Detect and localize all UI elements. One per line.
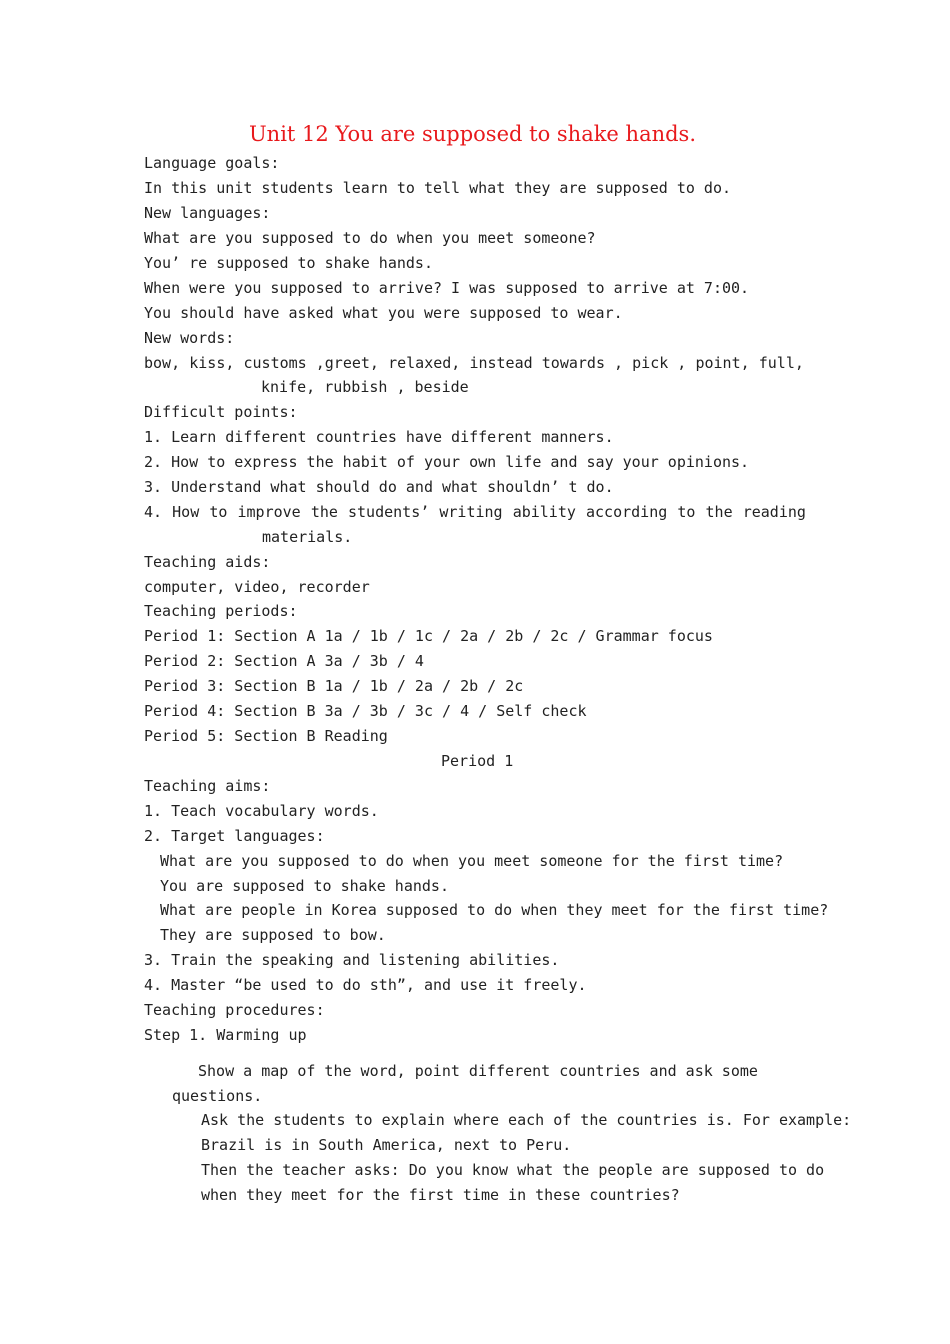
new-word: relaxed, [388, 354, 461, 372]
target-language-line: What are you supposed to do when you meet someone for the first time? [160, 852, 784, 870]
word: reading [742, 503, 806, 521]
language-goals-text: In this unit students learn to tell what they are supposed to do. [144, 179, 731, 197]
step-text-line: Brazil is in South America, next to Peru. [201, 1136, 572, 1154]
difficult-point: 3. Understand what should do and what shouldn’ t do. [144, 478, 614, 496]
word: How [172, 503, 200, 521]
step-text-line: Then the teacher asks: Do you know what the people are supposed to do [201, 1161, 825, 1179]
word: students’ [348, 503, 430, 521]
target-language-line: What are people in Korea supposed to do when they meet for the first time? [160, 901, 829, 919]
aim-line: 4. Master “be used to do sth”, and use it freely. [144, 976, 587, 994]
step-text-line: when they meet for the first time in these countries? [201, 1186, 680, 1204]
language-goals-label: Language goals: [144, 154, 280, 172]
new-language-line: You should have asked what you were supposed to wear. [144, 304, 623, 322]
word: the [705, 503, 733, 521]
period-line: Period 4: Section B 3a / 3b / 3c / 4 / Self check [144, 702, 587, 720]
step-text-line: questions. [172, 1087, 263, 1105]
new-word: instead [469, 354, 533, 372]
new-word: full, [758, 354, 804, 372]
new-language-line: When were you supposed to arrive? I was supposed to arrive at 7:00. [144, 279, 750, 297]
difficult-points-label: Difficult points: [144, 403, 298, 421]
teaching-procedures-label: Teaching procedures: [144, 1001, 325, 1019]
word: writing [439, 503, 503, 521]
new-words-label: New words: [144, 329, 235, 347]
teaching-periods-label: Teaching periods: [144, 602, 298, 620]
new-words-line-2: knife, rubbish , beside [261, 378, 469, 396]
period-line: Period 5: Section B Reading [144, 727, 388, 745]
new-languages-label: New languages: [144, 204, 271, 222]
period-line: Period 2: Section A 3a / 3b / 4 [144, 652, 424, 670]
difficult-point: 1. Learn different countries have different manners. [144, 428, 614, 446]
new-language-line: You’ re supposed to shake hands. [144, 254, 433, 272]
new-word: bow, [144, 354, 181, 372]
aim-line: 3. Train the speaking and listening abilities. [144, 951, 560, 969]
aim-line: 2. Target languages: [144, 827, 325, 845]
word: according [586, 503, 668, 521]
word: the [310, 503, 338, 521]
period-line: Period 3: Section B 1a / 1b / 2a / 2b / 2c [144, 677, 524, 695]
document-title: Unit 12 You are supposed to shake hands. [248, 122, 697, 146]
new-language-line: What are you supposed to do when you meet someone? [144, 229, 596, 247]
aim-line: 1. Teach vocabulary words. [144, 802, 379, 820]
difficult-point-4-line-2: materials. [262, 528, 353, 546]
new-word: point, [695, 354, 750, 372]
teaching-aids-text: computer, video, recorder [144, 578, 370, 596]
new-word: kiss, [189, 354, 235, 372]
target-language-line: You are supposed to shake hands. [160, 877, 449, 895]
word: ability [512, 503, 576, 521]
step-text-line: Ask the students to explain where each of the countries is. For example: [201, 1111, 852, 1129]
teaching-aims-label: Teaching aims: [144, 777, 271, 795]
word: to [677, 503, 696, 521]
target-language-line: They are supposed to bow. [160, 926, 386, 944]
word: 4. [144, 503, 163, 521]
word: improve [237, 503, 301, 521]
word: to [209, 503, 228, 521]
step-heading: Step 1. Warming up [144, 1026, 307, 1044]
new-word: towards , [541, 354, 624, 372]
period-heading: Period 1 [441, 752, 514, 770]
new-word: pick , [632, 354, 687, 372]
new-words-line-1 [144, 353, 804, 373]
difficult-point: 2. How to express the habit of your own life and say your opinions. [144, 453, 750, 471]
period-line: Period 1: Section A 1a / 1b / 1c / 2a / 2b / 2c / Grammar focus [144, 627, 713, 645]
step-text-line: Show a map of the word, point different countries and ask some [198, 1062, 758, 1080]
teaching-aids-label: Teaching aids: [144, 553, 271, 571]
difficult-point-4-line-1 [144, 502, 806, 522]
new-word: customs ,greet, [243, 354, 379, 372]
